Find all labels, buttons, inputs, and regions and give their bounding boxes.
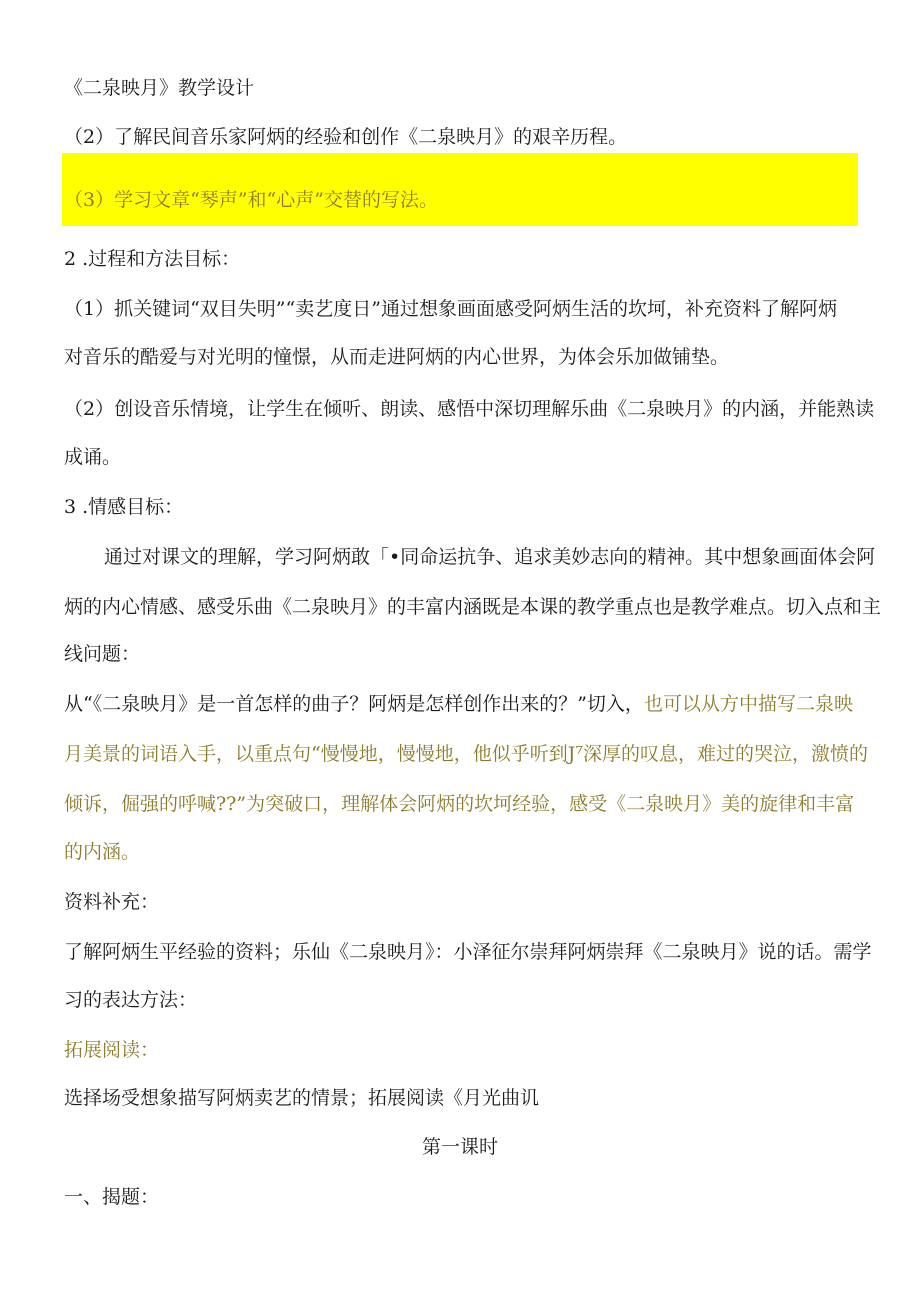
materials-line1: 了解阿炳生平经验的资料；乐仙《二泉映月》：小泽征尔崇拜阿炳崇拜《二泉映月》说的话。需学	[64, 941, 872, 963]
extended-reading-line: 选择场受想象描写阿炳卖艺的情景；拓展阅读《月光曲讥	[64, 1087, 540, 1109]
method-2-line1: （2）创设音乐情境，让学生在倾听、朗读、感悟中深切理解乐曲《二泉映月》的内涵，并能熟读	[64, 398, 875, 420]
emotion-paragraph-line1: 通过对课文的理解，学习阿炳敢「•同命运抗争、追求美妙志向的精神。其中想象画面体会阿	[104, 546, 876, 568]
objective-2-2: （2）了解民间音乐家阿炳的经验和创作《二泉映月》的艰辛历程。	[64, 126, 628, 148]
entry-point-line3: 倾诉，倔强的呼喊??”为突破口，理解体会阿炳的坎坷经验，感受《二泉映月》美的旋律和丰富	[64, 793, 855, 815]
objective-2-3-highlighted: （3）学习文章“琴声”和“心声”交替的写法。	[64, 189, 438, 211]
emotion-paragraph-line3: 线问题：	[64, 643, 141, 665]
document-title: 《二泉映月》教学设计	[64, 77, 255, 99]
section-heading-reveal-title: 一、揭题：	[64, 1186, 160, 1208]
materials-line2: 习的表达方法：	[64, 989, 198, 1011]
lesson-heading: 第一课时	[421, 1136, 498, 1158]
emotion-paragraph-line2: 炳的内心情感、感受乐曲《二泉映月》的丰富内涵既是本课的教学重点也是教学难点。切入点和主	[64, 596, 882, 618]
section-heading-materials: 资料补充：	[64, 891, 160, 913]
method-2-line2: 成诵。	[64, 446, 122, 468]
entry-point-line1	[64, 691, 880, 717]
entry-point-text: 从“《二泉映月》是一首怎样的曲子？阿炳是怎样创作出来的？”切入，	[64, 693, 644, 715]
entry-point-line2: 月美景的词语入手，以重点句“慢慢地，慢慢地，他似乎听到J⁷深厚的叹息，难过的哭泣，激愤的	[64, 743, 868, 765]
method-1-line2: 对音乐的酷爱与对光明的憧憬，从而走进阿炳的内心世界，为体会乐加做铺垫。	[64, 346, 730, 368]
entry-point-text-olive: 也可以从方中描写二泉映	[643, 693, 853, 715]
section-heading-extended-reading: 拓展阅读：	[64, 1039, 160, 1061]
section-heading-process-method: 2 .过程和方法目标：	[64, 248, 241, 270]
section-heading-emotion: 3 .情感目标：	[64, 496, 184, 518]
method-1-line1: （1）抓关键词“双目失明”“卖艺度日”通过想象画面感受阿炳生活的坎坷，补充资料了解阿炳	[64, 298, 837, 320]
entry-point-line4: 的内涵。	[64, 841, 141, 863]
